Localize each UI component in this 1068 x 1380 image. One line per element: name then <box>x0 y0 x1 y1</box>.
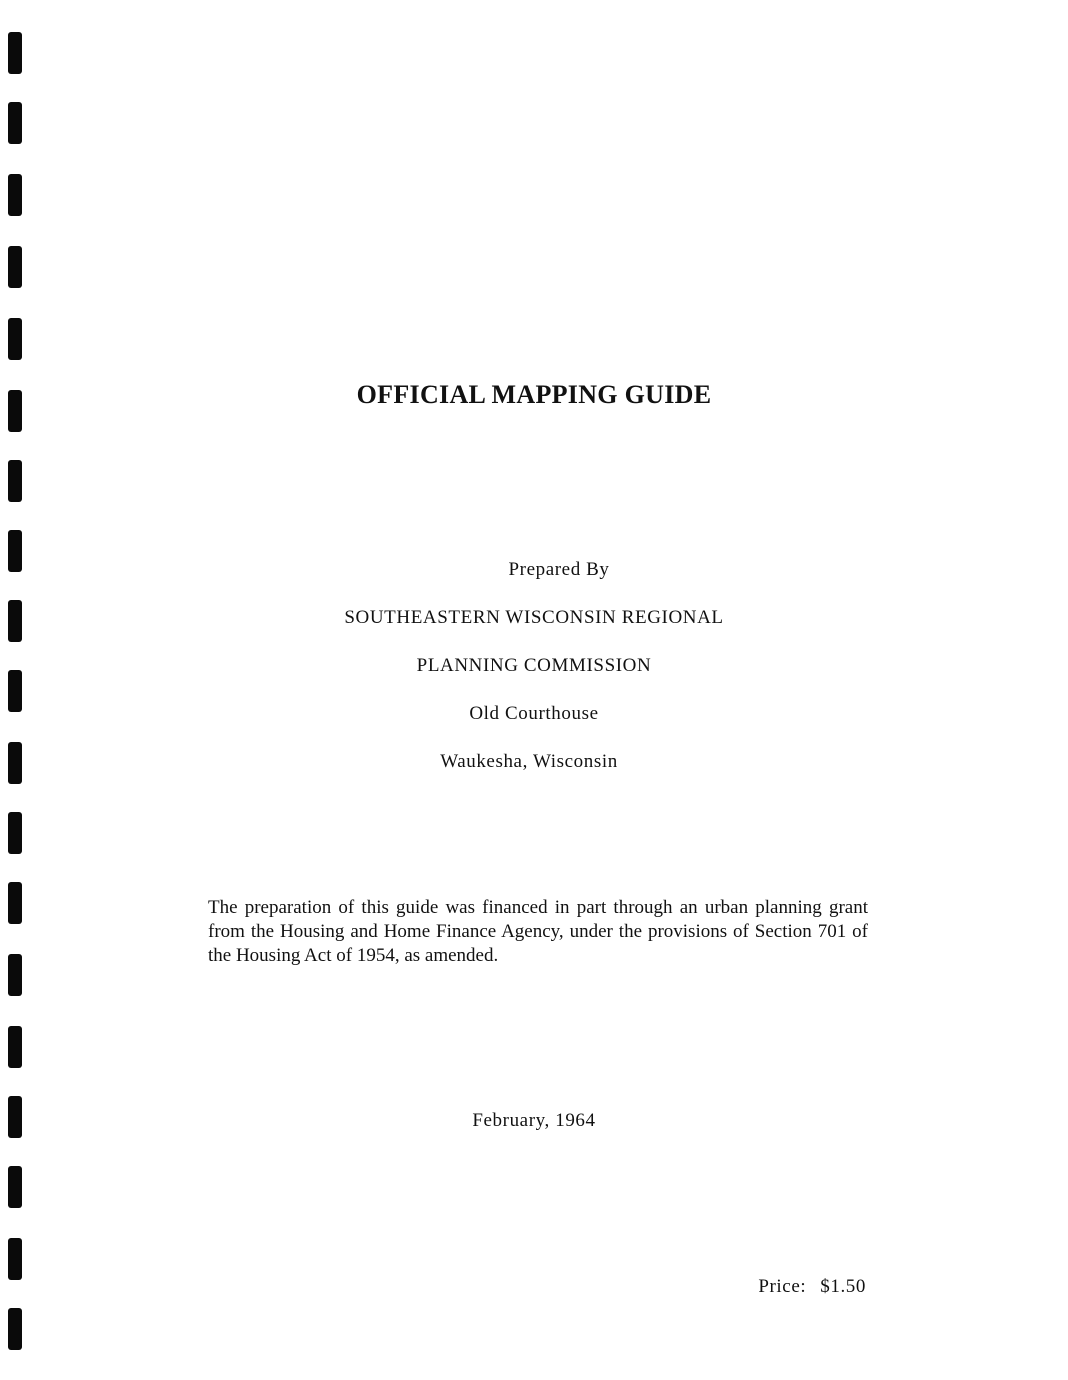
binding-hole <box>8 460 22 502</box>
binding-hole <box>8 102 22 144</box>
prepared-by-label: Prepared By <box>508 559 610 580</box>
binding-hole <box>8 812 22 854</box>
document-title: OFFICIAL MAPPING GUIDE <box>356 380 712 409</box>
binding-hole <box>8 882 22 924</box>
organization-name-line-2: PLANNING COMMISSION <box>416 655 652 676</box>
binding-hole <box>8 32 22 74</box>
binding-hole <box>8 1026 22 1068</box>
funding-note: The preparation of this guide was financed in part through an urban planning grant from the Housing and Home Finance Agency, under the provisions of Section 701 of the Housing Act of 1954, as amended. <box>208 897 868 966</box>
price-line <box>758 1276 866 1298</box>
binding-hole <box>8 318 22 360</box>
binding-hole <box>8 1308 22 1350</box>
preparer-block <box>0 558 1068 798</box>
binding-hole <box>8 1166 22 1208</box>
price-label: Price: <box>758 1276 807 1297</box>
binding-hole <box>8 954 22 996</box>
binding-hole <box>8 174 22 216</box>
price-value: $1.50 <box>820 1276 866 1297</box>
binding-hole <box>8 246 22 288</box>
address-line-1: Old Courthouse <box>469 703 599 724</box>
organization-name-line-1: SOUTHEASTERN WISCONSIN REGIONAL <box>344 607 724 628</box>
binding-hole <box>8 1238 22 1280</box>
address-line-2: Waukesha, Wisconsin <box>440 751 618 772</box>
publication-date: February, 1964 <box>472 1110 596 1131</box>
